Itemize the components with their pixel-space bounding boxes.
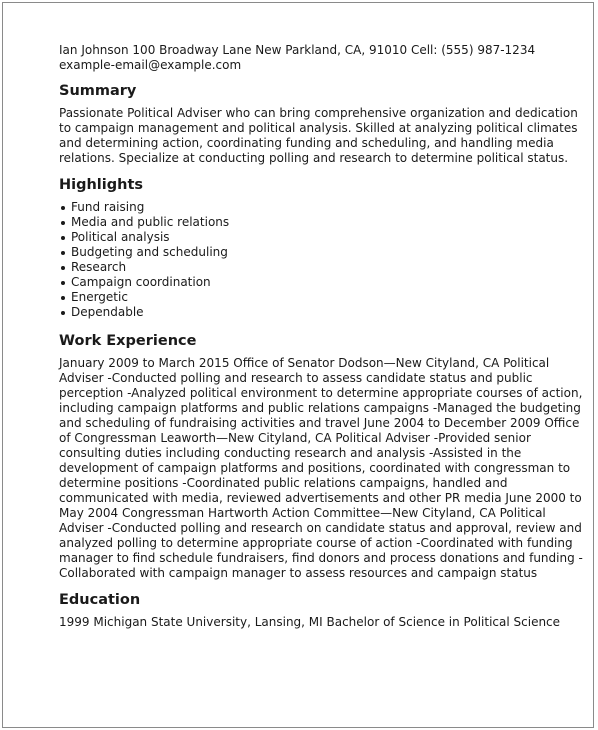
education-heading: Education xyxy=(59,592,141,608)
highlights-heading: Highlights xyxy=(59,177,144,193)
summary-heading: Summary xyxy=(59,83,137,99)
highlight-item: Fund raising xyxy=(71,200,589,215)
highlight-item: Research xyxy=(71,260,589,275)
education-text: 1999 Michigan State University, Lansing, MI Bachelor of Science in Political Science xyxy=(59,615,561,629)
highlight-item: Media and public relations xyxy=(71,215,589,230)
highlight-item: Budgeting and scheduling xyxy=(71,245,589,260)
work-experience-text: January 2009 to March 2015 Office of Senator Dodson—New Cityland, CA Political Adviser -Conducted polling and research to assess candidate status and public perception -Analyzed political environment to determine appropriate courses of action, including campaign platforms and public relations campaigns -Managed the budgeting and scheduling of fundraising activities and travel June 2004 to December 2009 Office of Congressman Leaworth—New Cityland, CA Political Adviser -Provided senior consulting duties including conducting research and analysis -Assisted in the development of campaign platforms and positions, coordinated with congressman to determine positions -Coordinated public relations campaigns, handled and communicated with media, reviewed advertisements and other PR media June 2000 to May 2004 Congressman Hartworth Action Committee—New Cityland, CA Political Adviser -Conducted polling and research on candidate status and approval, review and analyzed polling to determine appropriate course of action -Coordinated with funding manager to find schedule fundraisers, find donors and process donations and funding -Collaborated with campaign manager to assess resources and campaign status xyxy=(59,356,583,580)
work-experience-heading: Work Experience xyxy=(59,333,197,349)
highlight-item: Energetic xyxy=(71,290,589,305)
highlights-list xyxy=(59,200,589,320)
highlight-item: Dependable xyxy=(71,305,589,320)
highlight-item: Campaign coordination xyxy=(71,275,589,290)
contact-info: Ian Johnson 100 Broadway Lane New Parkland, CA, 91010 Cell: (555) 987-1234 example-email@example.com xyxy=(59,43,536,72)
summary-text: Passionate Political Adviser who can bring comprehensive organization and dedication to campaign management and political analysis. Skilled at analyzing political climates and determining action, coordinating funding and scheduling, and handling media relations. Specialize at conducting polling and research to determine political status. xyxy=(59,106,578,165)
highlight-item: Political analysis xyxy=(71,230,589,245)
resume-content xyxy=(59,43,589,630)
resume-page xyxy=(2,2,594,728)
